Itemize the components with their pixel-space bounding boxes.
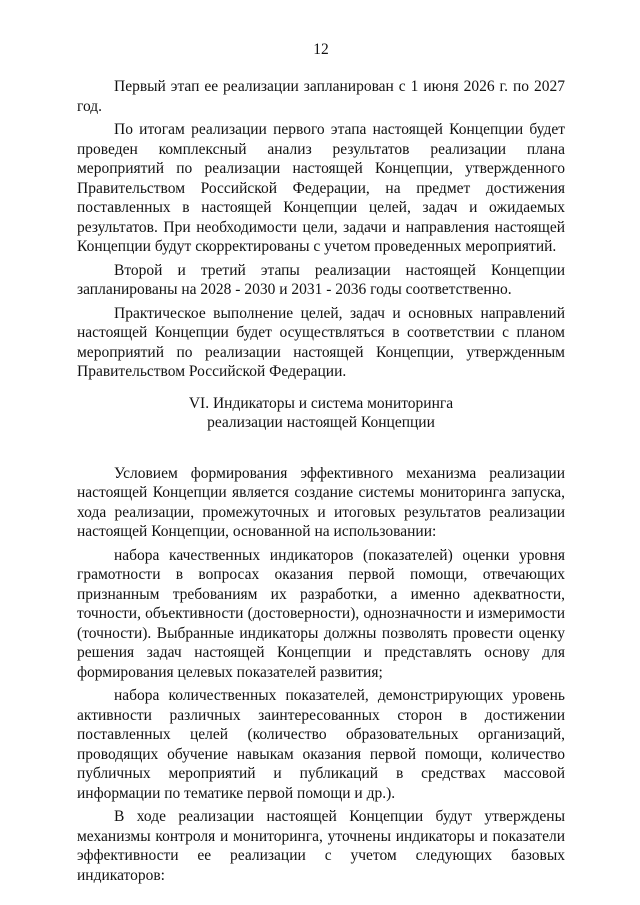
paragraph-qualitative-indicators: набора качественных индикаторов (показателей) оценки уровня грамотности в вопросах оказания первой помощи, отвечающих признанным требованиям их разработки, а именно адекватности, точности, объективности (достоверности), однозначности и измеримости (точности). Выбранные индикаторы должны позволять провести оценку решения задач настоящей Концепции и представлять основу для формирования целевых показателей развития; <box>77 546 565 681</box>
paragraph-quantitative-indicators: набора количественных показателей, демонстрирующих уровень активности различных заинтересованных сторон в достижении поставленных целей (количество образовательных организаций, проводящих обучение навыкам оказания первой помощи, количество публичных мероприятий и публикаций в средствах массовой информации по тематике первой помощи и др.). <box>77 687 565 802</box>
paragraph-stage-one: Первый этап ее реализации запланирован с 1 июня 2026 г. по 2027 год. <box>77 78 565 115</box>
page-number: 12 <box>313 41 329 58</box>
section-heading-line-1: VI. Индикаторы и система мониторинга <box>188 394 454 412</box>
document-page <box>77 0 565 905</box>
paragraph-analysis: По итогам реализации первого этапа настоящей Концепции будет проведен комплексный анализ результатов реализации плана мероприятий по реализации настоящей Концепции, утвержденного Правительством Российской Федерации, на предмет достижения поставленных в настоящей Концепции целей, задач и ожидаемых результатов. При необходимости цели, задачи и направления настоящей Концепции будут скорректированы с учетом проведенных мероприятий. <box>77 121 565 255</box>
document-body <box>77 77 565 889</box>
section-heading-line-2: реализации настоящей Концепции <box>207 414 435 431</box>
paragraph-control-mechanisms: В ходе реализации настоящей Концепции будут утверждены механизмы контроля и мониторинга, уточнены индикаторы и показатели эффективности ее реализации с учетом следующих базовых индикаторов: <box>77 808 565 884</box>
paragraph-stages-two-three: Второй и третий этапы реализации настоящей Концепции запланированы на 2028 - 2030 и 2031 - 2036 годы соответственно. <box>77 261 565 298</box>
paragraph-monitoring-condition: Условием формирования эффективного механизма реализации настоящей Концепции является создание системы мониторинга запуска, хода реализации, промежуточных и итоговых результатов реализации настоящей Концепции, основанной на использовании: <box>77 464 565 540</box>
paragraph-practical-implementation: Практическое выполнение целей, задач и основных направлений настоящей Концепции будет осуществляться в соответствии с планом мероприятий по реализации настоящей Концепции, утвержденным Правительством Российской Федерации. <box>77 304 565 380</box>
section-heading <box>77 394 565 433</box>
